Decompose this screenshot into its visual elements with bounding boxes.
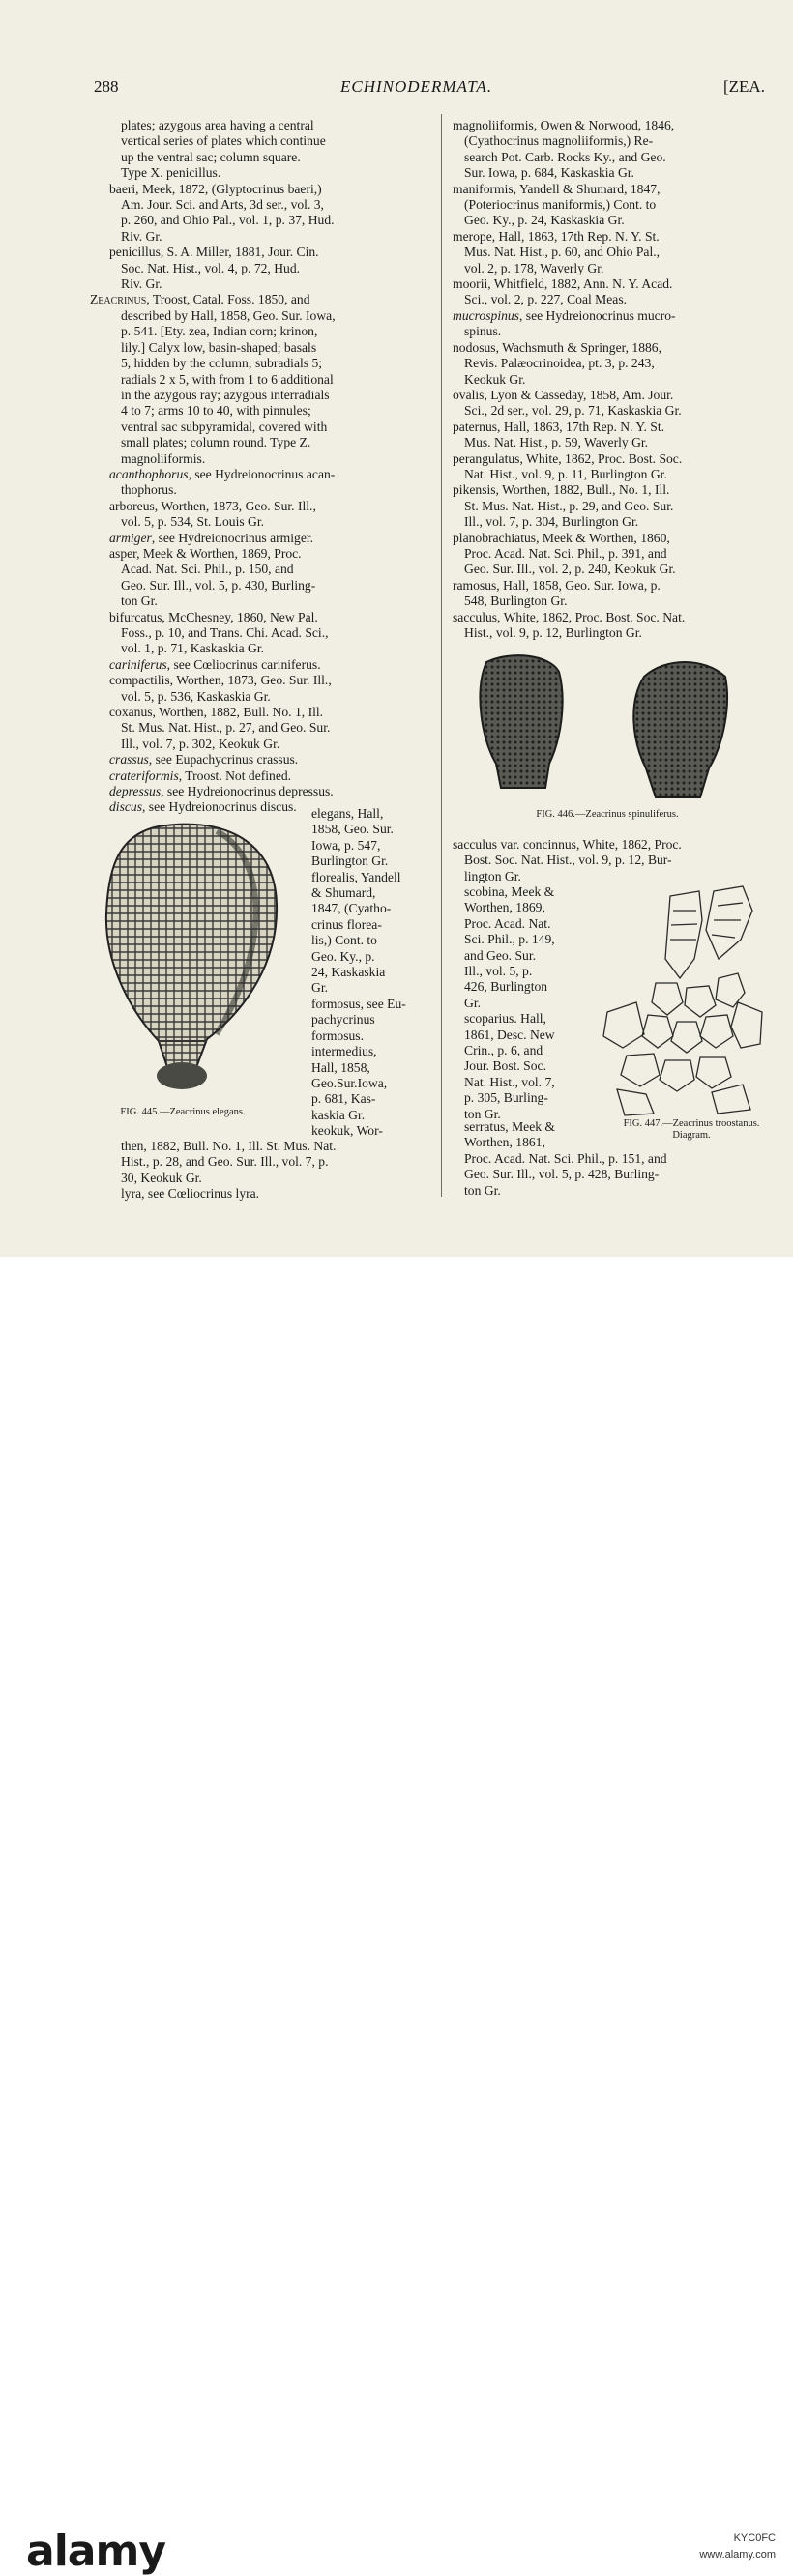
left-column (90, 118, 428, 816)
text-line: Am. Jour. Sci. and Arts, 3d ser., vol. 3, (121, 197, 324, 213)
text-line: maniformis, Yandell & Shumard, 1847, (453, 181, 661, 196)
text-line: mucrospinus, see Hydreionocrinus mucro- (453, 307, 676, 323)
text-line: Hall, 1858, (311, 1059, 370, 1075)
text-line: merope, Hall, 1863, 17th Rep. N. Y. St. (453, 228, 660, 244)
figure-445-zeacrinus-elegans (101, 817, 279, 1097)
text-line: in the azygous ray; azygous interradials (121, 387, 330, 402)
text-line: Mus. Nat. Hist., p. 59, Waverly Gr. (464, 435, 649, 450)
figure-446-zeacrinus-spinuliferus (472, 652, 738, 802)
running-title: ECHINODERMATA. (340, 77, 493, 96)
text-line: Mus. Nat. Hist., p. 60, and Ohio Pal., (464, 245, 661, 260)
text-line: Ill., vol. 7, p. 304, Burlington Gr. (464, 514, 639, 530)
text-line: sacculus var. concinnus, White, 1862, Proc. (453, 837, 682, 852)
text-line: Nat. Hist., vol. 7, (464, 1074, 555, 1089)
text-line: Proc. Acad. Nat. (464, 915, 551, 931)
right-lower-text (453, 837, 772, 884)
text-line: keokuk, Wor- (311, 1123, 383, 1139)
text-line: (Cyathocrinus magnoliiformis,) Re- (464, 133, 654, 149)
text-line: Geo. Ky., p. (311, 948, 375, 964)
text-line: acanthophorus, see Hydreionocrinus acan- (109, 466, 336, 481)
text-line: Worthen, 1861, (464, 1135, 545, 1150)
text-line: Hist., p. 28, and Geo. Sur. Ill., vol. 7, p. (121, 1154, 329, 1170)
text-line: small plates; column round. Type Z. (121, 435, 311, 450)
text-line: Iowa, p. 547, (311, 837, 381, 853)
text-line: & Shumard, (311, 885, 376, 901)
text-line: crassus, see Eupachycrinus crassus. (109, 752, 299, 767)
page-number: 288 (94, 77, 119, 96)
text-line: crinus florea- (311, 916, 382, 932)
text-line: St. Mus. Nat. Hist., p. 27, and Geo. Sur. (121, 720, 331, 736)
text-line: Proc. Acad. Nat. Sci. Phil., p. 151, and (464, 1150, 667, 1166)
figure-447-zeacrinus-troostanus-diagram (598, 882, 772, 1118)
caption-fig-447: FIG. 447.—Zeacrinus troostanus. Diagram. (623, 1118, 760, 1141)
text-line: perangulatus, White, 1862, Proc. Bost. Soc. (453, 450, 683, 466)
text-line: thophorus. (121, 482, 177, 498)
text-line: Jour. Bost. Soc. (464, 1058, 546, 1074)
text-line: ton Gr. (464, 1182, 501, 1198)
text-line: Ill., vol. 7, p. 302, Keokuk Gr. (121, 736, 280, 751)
text-line: Proc. Acad. Nat. Sci. Phil., p. 391, and (464, 545, 667, 561)
text-line: Hist., vol. 9, p. 12, Burlington Gr. (464, 625, 642, 640)
text-line: 30, Keokuk Gr. (121, 1170, 202, 1185)
right-bottom-text (453, 1119, 772, 1199)
text-line: nodosus, Wachsmuth & Springer, 1886, (453, 339, 661, 355)
text-line: kaskia Gr. (311, 1107, 366, 1122)
text-line: crateriformis, Troost. Not defined. (109, 767, 292, 783)
text-line: ramosus, Hall, 1858, Geo. Sur. Iowa, p. (453, 577, 661, 593)
text-line: lis,) Cont. to (311, 933, 377, 948)
text-line: magnoliiformis, Owen & Norwood, 1846, (453, 118, 675, 132)
text-line: sacculus, White, 1862, Proc. Bost. Soc. Nat. (453, 609, 686, 624)
text-line: 548, Burlington Gr. (464, 593, 568, 609)
text-line: p. 260, and Ohio Pal., vol. 1, p. 37, Hud. (121, 213, 335, 228)
right-column (453, 118, 772, 641)
text-line: lyra, see Cœliocrinus lyra. (121, 1186, 260, 1201)
text-line: ton Gr. (464, 1106, 501, 1121)
text-line: Gr. (311, 980, 328, 996)
text-line: 1861, Desc. New (464, 1027, 555, 1042)
text-line: radials 2 x 5, with from 1 to 6 additional (121, 371, 334, 387)
text-line: Ill., vol. 5, p. (464, 964, 533, 979)
text-line: lily.] Calyx low, basin-shaped; basals (121, 339, 317, 355)
text-line: armiger, see Hydreionocrinus armiger. (109, 530, 314, 545)
text-line: scobina, Meek & (464, 884, 555, 899)
text-line: and Geo. Sur. (464, 947, 537, 963)
text-line: St. Mus. Nat. Hist., p. 29, and Geo. Sur. (464, 498, 674, 513)
text-line: depressus, see Hydreionocrinus depressus. (109, 784, 334, 799)
text-line: Riv. Gr. (121, 228, 162, 244)
text-line: vol. 1, p. 71, Kaskaskia Gr. (121, 641, 265, 656)
alamy-logo: alamy (26, 2527, 165, 2576)
text-line: paternus, Hall, 1863, 17th Rep. N. Y. St. (453, 419, 664, 434)
section-marker: [ZEA. (723, 77, 765, 96)
text-line: Geo. Sur. Ill., vol. 5, p. 428, Burling- (464, 1167, 660, 1182)
text-line: pachycrinus (311, 1012, 375, 1028)
text-line: Soc. Nat. Hist., vol. 4, p. 72, Hud. (121, 260, 301, 275)
text-line: planobrachiatus, Meek & Worthen, 1860, (453, 530, 670, 545)
text-line: serratus, Meek & (464, 1119, 555, 1134)
text-line: moorii, Whitfield, 1882, Ann. N. Y. Acad. (453, 276, 673, 292)
text-line: asper, Meek & Worthen, 1869, Proc. (109, 545, 302, 561)
text-line: Bost. Soc. Nat. Hist., vol. 9, p. 12, Bur- (464, 853, 672, 868)
text-line: spinus. (464, 324, 502, 339)
text-line: vol. 5, p. 534, St. Louis Gr. (121, 514, 265, 530)
text-line: p. 541. [Ety. zea, Indian corn; krinon, (121, 324, 318, 339)
text-line: 1858, Geo. Sur. (311, 822, 394, 837)
left-narrow-column (300, 806, 430, 1140)
text-line: elegans, Hall, (311, 806, 384, 821)
text-line: Foss., p. 10, and Trans. Chi. Acad. Sci., (121, 625, 329, 640)
text-line: (Poteriocrinus maniformis,) Cont. to (464, 197, 657, 213)
text-line: Geo. Sur. Ill., vol. 2, p. 240, Keokuk Gr. (464, 562, 676, 577)
text-line: formosus, see Eu- (311, 996, 406, 1011)
caption-fig-445: FIG. 445.—Zeacrinus elegans. (120, 1107, 246, 1117)
text-line: search Pot. Carb. Rocks Ky., and Geo. (464, 149, 666, 164)
text-line: 24, Kaskaskia (311, 965, 386, 980)
text-line: Geo. Sur. Ill., vol. 5, p. 430, Burling- (121, 577, 316, 593)
right-narrow-column (453, 884, 598, 1122)
column-divider (441, 114, 442, 1197)
text-line: intermedius, (311, 1044, 377, 1059)
left-bottom-text (109, 1139, 433, 1202)
text-line: described by Hall, 1858, Geo. Sur. Iowa, (121, 307, 336, 323)
text-line: compactilis, Worthen, 1873, Geo. Sur. Ill., (109, 673, 332, 688)
text-line: Nat. Hist., vol. 9, p. 11, Burlington Gr. (464, 466, 667, 481)
text-line: ovalis, Lyon & Casseday, 1858, Am. Jour. (453, 387, 674, 402)
caption-fig-446: FIG. 446.—Zeacrinus spinuliferus. (536, 809, 679, 820)
text-line: Sci., 2d ser., vol. 29, p. 71, Kaskaskia Gr. (464, 403, 682, 419)
text-line: magnoliiformis. (121, 450, 206, 466)
text-line: baeri, Meek, 1872, (Glyptocrinus baeri,) (109, 181, 322, 196)
text-line: scoparius. Hall, (464, 1011, 546, 1027)
text-line: Geo. Ky., p. 24, Kaskaskia Gr. (464, 213, 625, 228)
text-line: 426, Burlington (464, 979, 548, 995)
text-line: Worthen, 1869, (464, 900, 545, 915)
text-line: pikensis, Worthen, 1882, Bull., No. 1, Ill. (453, 482, 670, 498)
text-line: 1847, (Cyatho- (311, 901, 392, 916)
text-line: arboreus, Worthen, 1873, Geo. Sur. Ill., (109, 498, 316, 513)
text-line: Geo.Sur.Iowa, (311, 1075, 388, 1090)
text-line: Sci., vol. 2, p. 227, Coal Meas. (464, 292, 628, 307)
text-line: 4 to 7; arms 10 to 40, with pinnules; (121, 403, 311, 419)
text-line: lington Gr. (464, 868, 521, 883)
text-line: Sci. Phil., p. 149, (464, 932, 555, 947)
text-line: formosus. (311, 1028, 364, 1043)
text-line: Crin., p. 6, and (464, 1043, 543, 1058)
text-line: discus, see Hydreionocrinus discus. (109, 799, 297, 815)
text-line: then, 1882, Bull. No. 1, Ill. St. Mus. Nat. (121, 1139, 337, 1153)
text-line: Zeacrinus, Troost, Catal. Foss. 1850, and (90, 292, 310, 307)
text-line: vol. 2, p. 178, Waverly Gr. (464, 260, 604, 275)
text-line: coxanus, Worthen, 1882, Bull. No. 1, Ill. (109, 705, 324, 720)
text-line: Type X. penicillus. (121, 165, 221, 181)
text-line: p. 305, Burling- (464, 1090, 548, 1106)
text-line: vertical series of plates which continue (121, 133, 326, 149)
text-line: florealis, Yandell (311, 869, 401, 884)
text-line: p. 681, Kas- (311, 1091, 376, 1107)
watermark-bar (0, 1257, 793, 2576)
text-line: ventral sac subpyramidal, covered with (121, 419, 328, 434)
text-line: Keokuk Gr. (464, 371, 526, 387)
text-line: cariniferus, see Cœliocrinus cariniferus. (109, 656, 321, 672)
text-line: up the ventral sac; column square. (121, 149, 301, 164)
image-id: KYC0FC www.alamy.com (699, 2533, 776, 2561)
text-line: bifurcatus, McChesney, 1860, New Pal. (109, 609, 318, 624)
text-line: plates; azygous area having a central (121, 118, 314, 132)
text-line: vol. 5, p. 536, Kaskaskia Gr. (121, 688, 271, 704)
text-line: Gr. (464, 995, 481, 1010)
text-line: penicillus, S. A. Miller, 1881, Jour. Cin. (109, 245, 319, 260)
text-line: Acad. Nat. Sci. Phil., p. 150, and (121, 562, 294, 577)
text-line: Revis. Palæocrinoidea, pt. 3, p. 243, (464, 356, 655, 371)
text-line: ton Gr. (121, 593, 158, 609)
text-line: 5, hidden by the column; subradials 5; (121, 356, 323, 371)
book-page (0, 0, 793, 1257)
text-line: Sur. Iowa, p. 684, Kaskaskia Gr. (464, 165, 634, 181)
text-line: Riv. Gr. (121, 276, 162, 292)
text-line: Burlington Gr. (311, 854, 389, 869)
